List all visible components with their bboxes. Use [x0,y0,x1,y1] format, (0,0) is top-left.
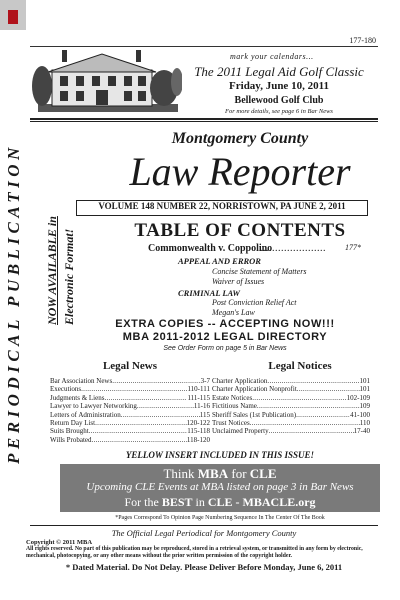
list-item[interactable]: Estate Notices ..... 102-109 [212,394,370,402]
now-available-vertical: NOW AVAILABLE in [45,216,59,325]
toc-case-name[interactable]: Commonwealth v. Coppolino [148,243,273,254]
event-title: The 2011 Legal Aid Golf Classic [194,64,364,79]
header-rule-thick [30,118,378,120]
list-item[interactable]: Wills Probated ..... 118-120 [50,436,210,444]
cle-headline: Think MBA for CLE [163,466,277,481]
list-item[interactable]: Charter Application Nonprofit ..... 101 [212,385,370,393]
list-item[interactable]: Fictitious Name ..... 109 [212,402,370,410]
page-range: 177-180 [349,36,376,45]
footer-rule [30,525,378,526]
rights-statement: All rights reserved. No part of this publication may be reproduced, stored in a retrieval system, or transmitted in any form by electronic, mechanical, photocopying, or any other means without the prior written permission of the copyright holder. [26,546,363,559]
electronic-format-vertical: Electronic Format! [62,228,76,325]
toc-subtopic: Post Conviction Relief Act [212,298,297,307]
toc-leader-dots: ...................... [260,243,326,254]
toc-topic: APPEAL AND ERROR [178,256,261,266]
list-item[interactable]: Sheriff Sales (1st Publication) ..... 41-100 [212,411,370,419]
legal-notices-list [212,377,370,436]
periodical-publication-vertical: PERIODICAL PUBLICATION [4,143,23,464]
bookmark-tab[interactable] [0,0,26,30]
volume-line: VOLUME 148 NUMBER 22, NORRISTOWN, PA JUNE 2, 2011 [98,201,346,211]
event-date: Friday, June 10, 2011 [229,80,329,92]
official-periodical-line: The Official Legal Periodical for Montgomery County [111,528,297,538]
legal-news-list [50,377,210,444]
list-item[interactable]: Executions ..... 110-111 [50,385,210,393]
list-item[interactable]: Bar Association News ..... 3-7 [50,377,210,385]
list-item[interactable]: Judgments & Liens ..... 111-115 [50,394,210,402]
cle-website-line[interactable]: For the BEST in CLE - MBACLE.org [124,495,316,509]
yellow-insert-notice: YELLOW INSERT INCLUDED IN THIS ISSUE! [125,450,315,460]
legal-notices-heading: Legal Notices [268,360,332,372]
toc-subtopic: Megan's Law [212,308,255,317]
toc-heading: TABLE OF CONTENTS [134,220,346,241]
event-venue: Bellewood Golf Club [234,95,324,106]
page-numbering-note: *Pages Correspond To Opinion Page Numbering Sequence In The Center Of The Book [115,515,325,521]
dated-material-notice: * Dated Material. Do Not Delay. Please Deliver Before Monday, June 6, 2011 [65,562,343,572]
header-rule-thin [30,121,378,122]
list-item[interactable]: Letters of Administration ..... 115 [50,411,210,419]
legal-news-heading: Legal News [102,360,158,372]
toc-case-page: 177* [345,243,361,252]
toc-subtopic: Concise Statement of Matters [212,267,307,276]
cle-events-line: Upcoming CLE Events at MBA listed on page 3 in Bar News [86,481,354,493]
order-form-note: See Order Form on page 5 in Bar News [163,345,287,352]
county-name: Montgomery County [171,130,309,147]
list-item[interactable]: Lawyer to Lawyer Networking ..... 11-16 [50,402,210,410]
list-item[interactable]: Trust Notices ..... 110 [212,419,370,427]
toc-topic: CRIMINAL LAW [178,288,240,298]
list-item[interactable]: Return Day List ..... 120-122 [50,419,210,427]
copyright-line: Copyright © 2011 MBA [26,539,93,546]
top-rule [30,46,378,47]
publication-title: Law Reporter [129,149,351,194]
list-item[interactable]: Suits Brought ..... 115-118 [50,427,210,435]
courthouse-illustration [32,48,182,114]
list-item[interactable]: Unclaimed Property ..... 17-40 [212,427,370,435]
extra-copies-promo: EXTRA COPIES -- ACCEPTING NOW!!! [115,318,335,330]
event-details-note: For more details, see page 6 in Bar News [225,108,333,115]
legal-directory-promo: MBA 2011-2012 LEGAL DIRECTORY [122,331,328,343]
mark-calendar-text: mark your calendars... [230,52,314,61]
list-item[interactable]: Charter Application ..... 101 [212,377,370,385]
toc-subtopic: Waiver of Issues [212,277,265,286]
